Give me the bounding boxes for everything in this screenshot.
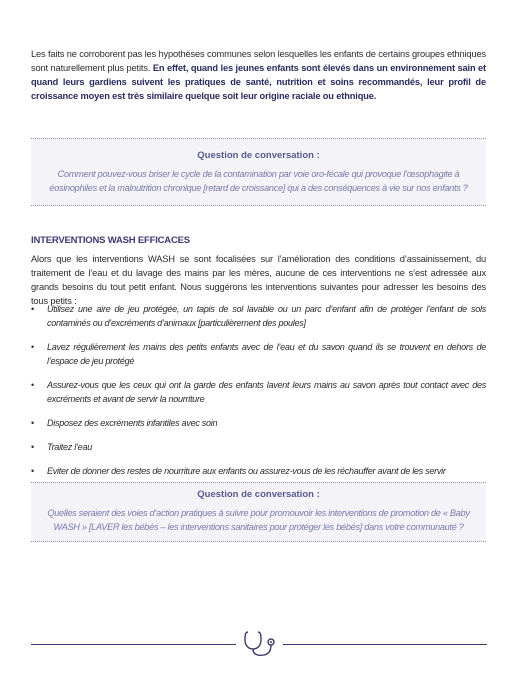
list-item <box>31 416 486 430</box>
question-text-1: Comment pouvez-vous briser le cycle de la contamination par voie oro-fécale qui provoque l’œsophagite à éosinophiles et la malnutrition chronique [retard de croissance] qui a des conséquences à vie sur nos enfants ? <box>49 169 468 193</box>
list-item <box>31 302 486 330</box>
intro-paragraph <box>31 47 486 103</box>
intro-bold-text: En effet, quand les jeunes enfants sont élevés dans un environnement sain et quand leurs gardiens suivent les pratiques de santé, nutrition et soins recommandés, leur profil de croissance moyen est très similaire quelque soit leur origine raciale ou ethnique. <box>31 63 486 101</box>
bullet: • <box>31 466 34 476</box>
conversation-question-box-1 <box>31 138 486 206</box>
question-title-2: Question de conversation : <box>197 489 320 500</box>
list-item <box>31 340 486 368</box>
bullet: • <box>31 418 34 428</box>
list-item-text: Disposez des excréments infantiles avec soin <box>47 418 218 428</box>
section-paragraph: Alors que les interventions WASH se sont focalisées sur l’amélioration des conditions d’assainissement, du traitement de l’eau et du lavage des mains par les mères, aucune de ces interventions ne s’est adressée aux grands besoins du tout petit enfant. Nous suggérons les interventions suivantes pour adresser les besoins des tous petits : <box>31 254 486 306</box>
list-item-text: Assurez-vous que les ceux qui ont la garde des enfants lavent leurs mains au savon après tout contact avec des excréments et avant de servir la nourriture <box>47 380 486 404</box>
list-item-text: Lavez régulièrement les mains des petits enfants avec de l’eau et du savon quand ils se trouvent en dehors de l’espace de jeu protégé <box>47 342 486 366</box>
question-text-2: Quelles seraient des voies d’action pratiques à suivre pour promouvoir les interventions de promotion de « Baby WASH » [LAVER les bébés – les interventions sanitaires pour protéger les bébés] dans votre communauté ? <box>47 508 470 532</box>
stethoscope-icon <box>240 628 280 658</box>
bullet: • <box>31 342 34 352</box>
list-item <box>31 440 486 454</box>
interventions-list <box>31 302 486 488</box>
bullet: • <box>31 304 34 314</box>
list-item-text: Utilisez une aire de jeu protégée, un tapis de sol lavable ou un parc d’enfant afin de protéger l’enfant de sols contaminés ou d’excréments d’animaux [particulièrement des poules] <box>47 304 486 328</box>
list-item-text: Eviter de donner des restes de nourriture aux enfants ou assurez-vous de les réchauffer avant de les servir <box>47 466 446 476</box>
section-title: INTERVENTIONS WASH EFFICACES <box>31 235 190 246</box>
bullet: • <box>31 380 34 390</box>
footer-divider-left <box>31 644 236 645</box>
bullet: • <box>31 442 34 452</box>
footer-divider-right <box>283 644 487 645</box>
list-item <box>31 464 486 478</box>
question-title-1: Question de conversation : <box>197 150 320 161</box>
intro-plain-text: Les faits ne corroborent pas les hypothèses communes selon lesquelles les enfants de certains groupes ethniques sont naturellement plus petits. <box>31 49 486 73</box>
list-item <box>31 378 486 406</box>
list-item-text: Traitez l’eau <box>47 442 92 452</box>
conversation-question-box-2 <box>31 482 486 542</box>
